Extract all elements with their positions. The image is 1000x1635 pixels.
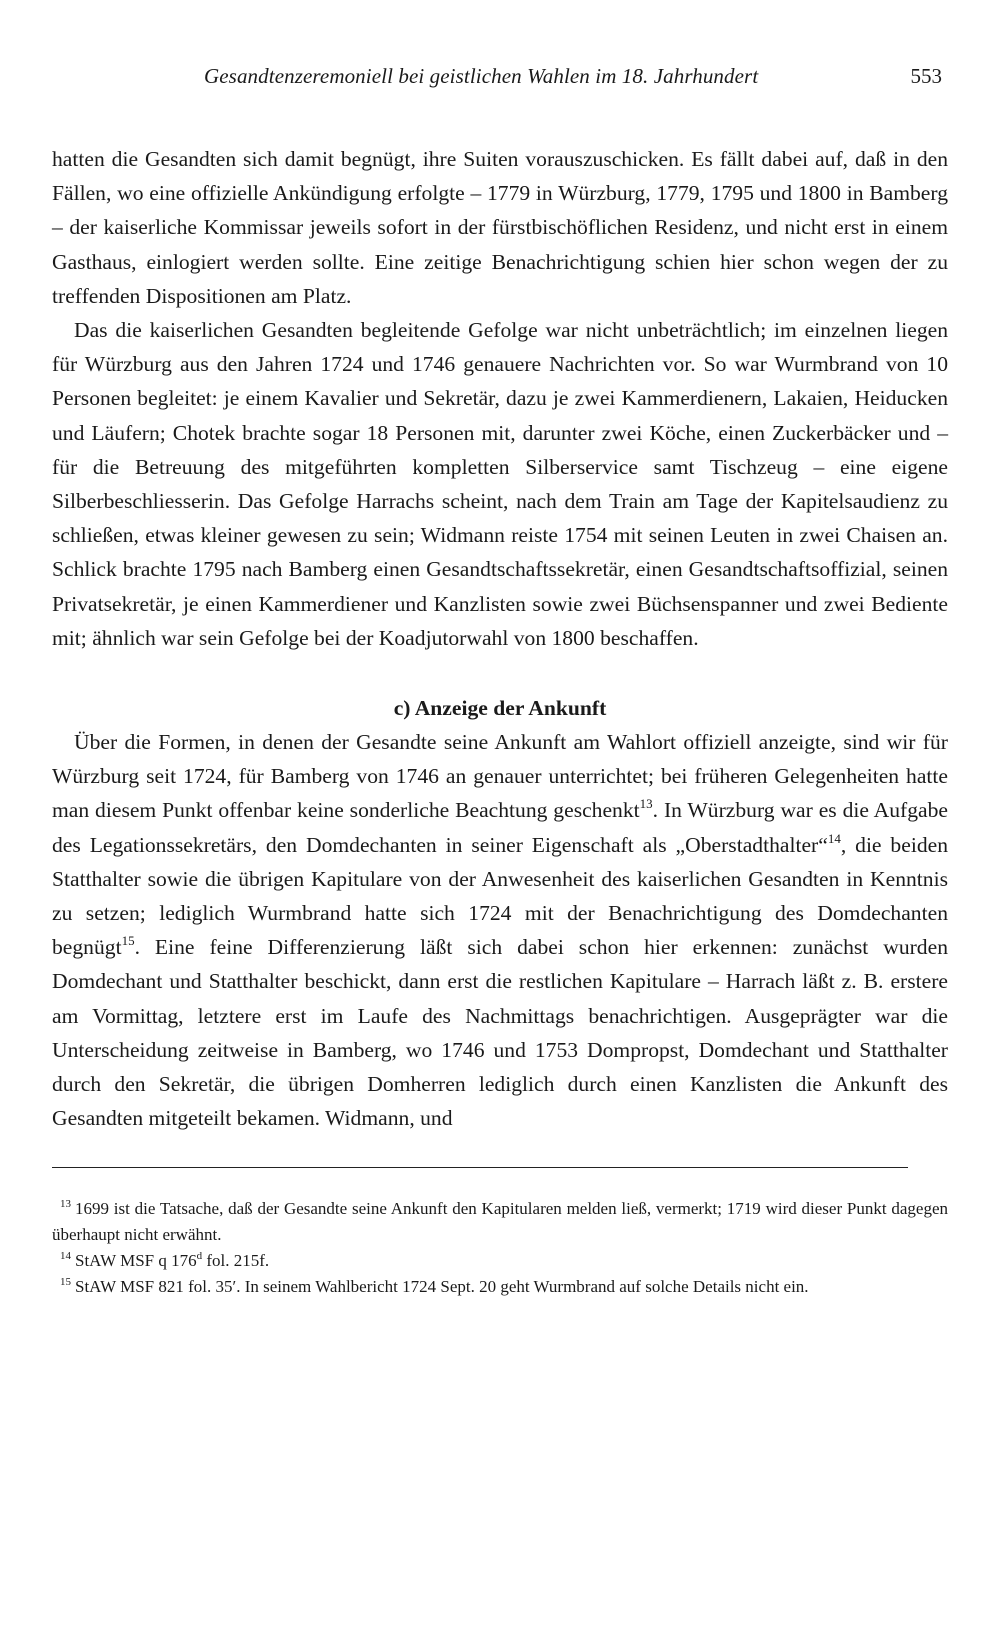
document-page [52, 58, 948, 1300]
paragraph-continued: hatten die Gesandten sich damit begnügt, ihre Suiten vorauszuschicken. Es fällt dabei auf, daß in den Fällen, wo eine offizielle Ankündigung erfolgte – 1779 in Würzburg, 1779, 1795 und 1800 in Bamberg – der kaiserliche Kommissar jeweils sofort in der fürstbischöflichen Residenz, und nicht erst in einem Gasthaus, einlogiert werden sollte. Eine zeitige Benachrichtigung schien hier schon wegen der zu treffenden Dispositionen am Platz. [52, 147, 948, 308]
footnote-number: 15 [60, 1276, 71, 1289]
page-number: 553 [910, 64, 942, 88]
footnote-reference-14[interactable]: 14 [827, 830, 841, 846]
footnote-reference-15[interactable]: 15 [121, 933, 135, 949]
paragraph-text-part: , die beiden Statthalter sowie die übrigen Kapitulare von der Anwesenheit des kaiserlichen Gesandten in Kenntnis zu setzen; lediglich Wurmbrand hatte sich 1724 mit der Benachrichtigung des Domdechanten begnügt [52, 832, 948, 960]
running-title: Gesandtenzeremoniell bei geistlichen Wahlen im 18. Jahrhundert [204, 64, 759, 88]
footnote-number: 13 [60, 1198, 71, 1211]
footnote-superscript: d [196, 1250, 203, 1263]
footnote-text: fol. 215f. [202, 1251, 270, 1271]
footnote-13 [52, 1196, 948, 1248]
footnote-number: 14 [60, 1250, 71, 1263]
section-heading: c) Anzeige der Ankunft [393, 696, 607, 721]
paragraph-text-part: Über die Formen, in denen der Gesandte seine Ankunft am Wahlort offiziell anzeigte, sind wir für Würzburg seit 1724, für Bamberg von 1746 an genauer unterrichtet; bei früheren Gelegenheiten hatte man diesem Punkt offenbar keine sonderliche Beachtung geschenkt [52, 730, 948, 823]
footnote-text: 1699 ist die Tatsache, daß der Gesandte seine Ankunft den Kapitularen melden ließ, vermerkt; 1719 wird dieser Punkt dagegen überhaupt nicht erwähnt. [52, 1199, 948, 1245]
footnotes [52, 1196, 948, 1300]
footnote-text: StAW MSF 821 fol. 35′. In seinem Wahlbericht 1724 Sept. 20 geht Wurmbrand auf solche Details nicht ein. [75, 1277, 809, 1297]
running-header [52, 58, 948, 98]
paragraph-text-part: . In Würzburg war es die Aufgabe des Legationssekretärs, den Domdechanten in seiner Eigenschaft als „Oberstadthalter“ [52, 798, 948, 857]
footnote-divider [52, 1167, 908, 1168]
paragraph-entourage: Das die kaiserlichen Gesandten begleitende Gefolge war nicht unbeträchtlich; im einzelnen liegen für Würzburg aus den Jahren 1724 und 1746 genauere Nachrichten vor. So war Wurmbrand von 10 Personen begleitet: je einem Kavalier und Sekretär, dazu je zwei Kammerdienern, Lakaien, Heiducken und Läufern; Chotek brachte sogar 18 Personen mit, darunter zwei Köche, einen Zuckerbäcker und – für die Betreuung des mitgeführten kompletten Silberservice samt Tischzeug – eine eigene Silberbeschliesserin. Das Gefolge Harrachs scheint, nach dem Train am Tage der Kapitelsaudienz zu schließen, etwas kleiner gewesen zu sein; Widmann reiste 1754 mit seinen Leuten in zwei Chaisen an. Schlick brachte 1795 nach Bamberg einen Gesandtschaftssekretär, einen Gesandtschaftsoffizial, seinen Privatsekretär, je einen Kammerdiener und Kanzlisten sowie zwei Büchsenspanner und zwei Bediente mit; ähnlich war sein Gefolge bei der Koadjutorwahl von 1800 beschaffen. [52, 318, 948, 650]
paragraph-text-part: . Eine feine Differenzierung läßt sich dabei schon hier erkennen: zunächst wurden Domdechant und Statthalter beschickt, dann erst die restlichen Kapitulare – Harrach läßt z. B. erstere am Vormittag, letztere erst im Laufe des Nachmittags benachrichtigen. Ausgeprägter war die Unterscheidung zeitweise in Bamberg, wo 1746 und 1753 Dompropst, Domdechant und Statthalter durch den Sekretär, die übrigen Domherren lediglich durch einen Kanzlisten die Ankunft des Gesandten mitgeteilt bekamen. Widmann, und [52, 935, 948, 1131]
footnote-15 [52, 1274, 948, 1300]
footnote-reference-13[interactable]: 13 [639, 796, 653, 812]
footnote-14 [52, 1248, 948, 1274]
footnote-text: StAW MSF q 176 [75, 1251, 197, 1271]
paragraph-announcement [52, 725, 948, 1135]
body-text [52, 142, 948, 1135]
